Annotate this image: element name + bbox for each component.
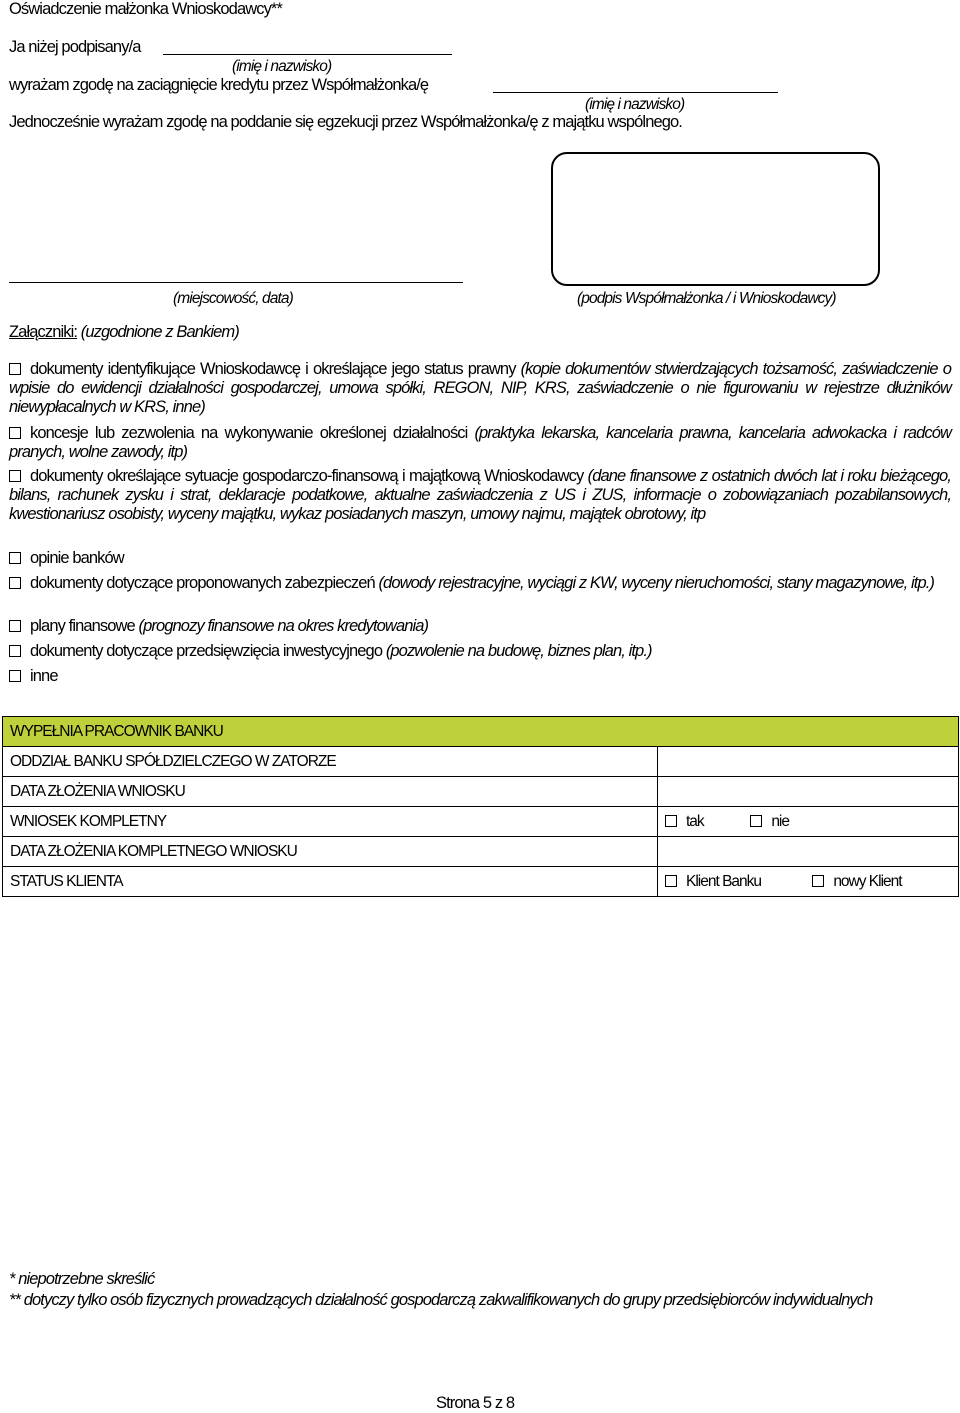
attachments-heading xyxy=(9,323,239,342)
declarant-name-field[interactable] xyxy=(163,54,452,55)
option-label: nowy Klient xyxy=(833,872,902,890)
checkbox[interactable] xyxy=(812,875,824,887)
enforcement-consent-text: Jednocześnie wyrażam zgodę na poddanie się egzekucji przez Współmałżonka/ę z majątku wspólnego. xyxy=(9,113,682,131)
attachment-detail: (dane finansowe z ostatnich dwóch lat i roku bieżącego, bilans, rachunek zysku i strat, deklaracje podatkowe, aktualne zaświadczenia z US i ZUS, informacje o zobowiązaniach pozabilansowych, kwestionariusz osobisty, wyceny majątku, wykaz posiadanych maszyn, umowy najmu, majątek obrotowy, itp xyxy=(9,467,951,523)
option-klient-banku[interactable] xyxy=(665,873,809,891)
attachment-item xyxy=(9,667,951,686)
complete-date-cell[interactable] xyxy=(658,837,959,867)
application-date-cell[interactable] xyxy=(658,777,959,807)
option-label: Klient Banku xyxy=(686,872,762,890)
spouse-name-hint: (imię i nazwisko) xyxy=(585,96,685,113)
footnote-1: * niepotrzebne skreślić xyxy=(9,1270,155,1288)
attachment-item xyxy=(9,424,951,462)
row-label: DATA ZŁOŻENIA WNIOSKU xyxy=(3,777,658,807)
row-label: DATA ZŁOŻENIA KOMPLETNEGO WNIOSKU xyxy=(3,837,658,867)
attachments-label: Załączniki: xyxy=(9,323,78,341)
checkbox[interactable] xyxy=(9,645,21,657)
attachment-detail: (dowody rejestracyjne, wyciągi z KW, wyceny nieruchomości, stany magazynowe, itp.) xyxy=(378,574,935,592)
option-nowy-klient[interactable] xyxy=(812,873,901,891)
checkbox[interactable] xyxy=(665,875,677,887)
attachment-text: dokumenty dotyczące przedsięwzięcia inwestycyjnego xyxy=(30,642,383,660)
attachment-item xyxy=(9,549,951,568)
attachment-item xyxy=(9,642,951,661)
attachment-text: plany finansowe xyxy=(30,617,135,635)
spouse-name-field[interactable] xyxy=(493,92,778,93)
footnote-2: ** dotyczy tylko osób fizycznych prowadzących działalność gospodarczą zakwalifikowanych do grupy przedsiębiorców indywidualnych xyxy=(9,1291,873,1309)
attachments-note: (uzgodnione z Bankiem) xyxy=(80,323,239,341)
checkbox[interactable] xyxy=(665,815,677,827)
checkbox[interactable] xyxy=(9,470,21,482)
table-row xyxy=(3,777,959,807)
attachment-text: dokumenty dotyczące proponowanych zabezpieczeń xyxy=(30,574,375,592)
checkbox[interactable] xyxy=(9,670,21,682)
place-date-field[interactable] xyxy=(9,282,463,283)
row-label: ODDZIAŁ BANKU SPÓŁDZIELCZEGO W ZATORZE xyxy=(3,747,658,777)
attachment-item xyxy=(9,617,951,636)
bank-section-header: WYPEŁNIA PRACOWNIK BANKU xyxy=(3,717,959,747)
option-tak[interactable] xyxy=(665,813,747,831)
option-nie[interactable] xyxy=(750,813,789,831)
attachment-detail: (kopie dokumentów stwierdzających tożsamość, zaświadczenie o wpisie do ewidencji działalności gospodarczej, umowa spółki, REGON, NIP, KRS, zaświadczenie o nie figurowaniu w rejestrze dłużników niewypłacalnych w KRS, inne) xyxy=(9,360,951,416)
form-title: Oświadczenie małżonka Wnioskodawcy** xyxy=(9,0,282,18)
attachment-text: dokumenty określające sytuacje gospodarczo-finansową i majątkową Wnioskodawcy xyxy=(30,467,584,485)
signature-box[interactable] xyxy=(551,152,880,286)
checkbox[interactable] xyxy=(9,577,21,589)
branch-value-cell[interactable] xyxy=(658,747,959,777)
place-date-caption: (miejscowość, data) xyxy=(173,290,293,307)
attachment-text: inne xyxy=(30,667,58,685)
declarant-name-hint: (imię i nazwisko) xyxy=(232,58,332,75)
attachment-detail: (pozwolenie na budowę, biznes plan, itp.) xyxy=(385,642,652,660)
consent-text: wyrażam zgodę na zaciągnięcie kredytu przez Współmałżonka/ę xyxy=(9,76,429,94)
attachment-item xyxy=(9,360,951,417)
attachment-item xyxy=(9,467,951,524)
checkbox[interactable] xyxy=(9,427,21,439)
bank-section-header-row xyxy=(3,717,959,747)
bank-section-table xyxy=(2,716,959,897)
attachment-item xyxy=(9,574,951,593)
table-row xyxy=(3,807,959,837)
table-row xyxy=(3,867,959,897)
complete-options-cell xyxy=(658,807,959,837)
checkbox[interactable] xyxy=(9,620,21,632)
client-status-cell xyxy=(658,867,959,897)
option-label: nie xyxy=(771,812,789,830)
table-row xyxy=(3,837,959,867)
attachment-text: opinie banków xyxy=(30,549,124,567)
option-label: tak xyxy=(686,812,704,830)
table-row xyxy=(3,747,959,777)
page-number: Strona 5 z 8 xyxy=(436,1394,515,1412)
checkbox[interactable] xyxy=(9,552,21,564)
attachment-detail: (prognozy finansowe na okres kredytowania) xyxy=(138,617,429,635)
attachment-text: koncesje lub zezwolenia na wykonywanie określonej działalności xyxy=(30,424,468,442)
attachment-detail: (praktyka lekarska, kancelaria prawna, kancelaria adwokacka i radców pranych, wolne zawody, itp) xyxy=(9,424,952,461)
signature-caption: (podpis Współmałżonka / i Wnioskodawcy) xyxy=(577,290,836,307)
row-label: WNIOSEK KOMPLETNY xyxy=(3,807,658,837)
attachment-text: dokumenty identyfikujące Wnioskodawcę i określające jego status prawny xyxy=(30,360,516,378)
declarant-label: Ja niżej podpisany/a xyxy=(9,38,141,56)
row-label: STATUS KLIENTA xyxy=(3,867,658,897)
checkbox[interactable] xyxy=(750,815,762,827)
checkbox[interactable] xyxy=(9,363,21,375)
